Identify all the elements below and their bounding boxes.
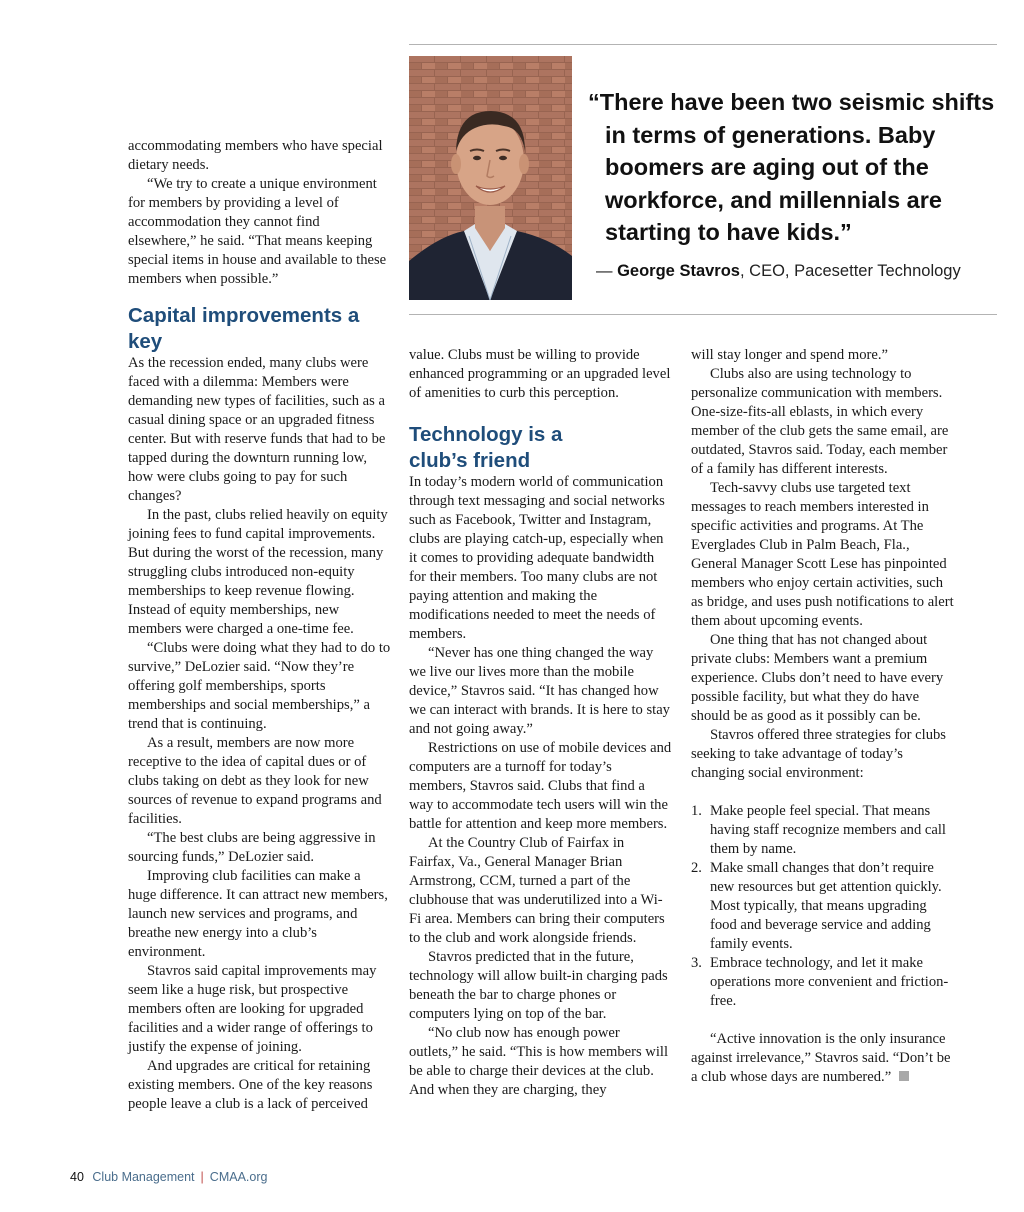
list-number: 3.	[691, 955, 702, 971]
paragraph: Stavros said capital improvements may seem like a huge risk, but prospective members often are looking for upgraded facilities and a wider range of offerings to justify the expense of joining.	[128, 963, 377, 1055]
attribution-name: George Stavros	[617, 262, 740, 280]
pull-quote-attribution	[596, 262, 1006, 281]
paragraph: “No club now has enough power outlets,” he said. “This is how members will be able to charge their devices at the club. And when they are charging, they	[409, 1025, 668, 1098]
paragraph: value. Clubs must be willing to provide enhanced programming or an upgraded level of amenities to curb this perception.	[409, 347, 671, 401]
paragraph: will stay longer and spend more.”	[691, 347, 888, 363]
paragraph: In today’s modern world of communication through text messaging and social networks such as Facebook, Twitter and Instagram, clubs are playing catch-up, especially when it comes to providing adequate bandwidth for their members. Too many clubs are not paying attention and making the modifications needed to meet the needs of members.	[409, 474, 665, 642]
quote-bottom-rule	[409, 314, 997, 315]
pull-quote: “There have been two seismic shifts in terms of generations. Baby boomers are aging out of the workforce, and millennials are starting to have kids.”	[588, 89, 995, 245]
paragraph: Stavros predicted that in the future, technology will allow built-in charging pads beneath the bar to charge phones or computers lying on top of the bar.	[409, 949, 668, 1022]
portrait-photo	[409, 56, 572, 300]
list-item	[691, 802, 955, 859]
top-rule	[409, 44, 997, 45]
closing-text: “Active innovation is the only insurance against irrelevance,” Stavros said. “Don’t be a club whose days are numbered.”	[691, 1031, 951, 1085]
list-item	[691, 954, 955, 1011]
column-3	[691, 346, 955, 1087]
attribution-title: , CEO, Pacesetter Technology	[739, 262, 961, 280]
paragraph: As the recession ended, many clubs were faced with a dilemma: Members were demanding new types of facilities, such as a casual dining space or an upgraded fitness center. But with reserve funds that had to be tapped during the downturn running low, how were clubs going to pay for such changes?	[128, 355, 386, 504]
paragraph: At the Country Club of Fairfax in Fairfax, Va., General Manager Brian Armstrong, CCM, turned a part of the clubhouse that was underutilized into a Wi-Fi area. Members can bring their computers to the club and work alongside friends.	[409, 835, 665, 946]
section-heading-capital: Capital improvements a key	[128, 304, 360, 353]
paragraph: Tech-savvy clubs use targeted text messages to reach members interested in specific activities and programs. At The Everglades Club in Palm Beach, Fla., General Manager Scott Lese has pinpointed members who enjoy certain activities, such as bridge, and uses push notifications to alert them about upcoming events.	[691, 480, 954, 629]
list-number: 2.	[691, 860, 702, 876]
paragraph: “Never has one thing changed the way we live our lives more than the mobile device,” Stavros said. “It has changed how we can interact with brands. It is here to stay and not going away.”	[409, 645, 670, 737]
publication-name: Club Management	[92, 1170, 195, 1184]
list-text: Make people feel special. That means having staff recognize members and call them by name.	[710, 803, 946, 857]
strategies-list	[691, 802, 955, 1011]
list-text: Embrace technology, and let it make operations more convenient and friction-free.	[710, 955, 949, 1009]
footer-site[interactable]: CMAA.org	[209, 1170, 268, 1184]
column-2	[409, 346, 672, 1100]
end-mark-icon	[899, 1071, 909, 1081]
paragraph: In the past, clubs relied heavily on equity joining fees to fund capital improvements. But during the worst of the recession, many struggling clubs introduced non-equity memberships to keep revenue flowing. Instead of equity memberships, new members were charged a one-time fee.	[128, 507, 388, 637]
paragraph: Stavros offered three strategies for clubs seeking to take advantage of today’s changing social environment:	[691, 727, 946, 781]
list-item	[691, 859, 955, 954]
attribution-dash: —	[596, 262, 618, 280]
paragraph: Improving club facilities can make a huge difference. It can attract new members, launch new services and programs, and breathe new energy into a club’s environment.	[128, 868, 388, 960]
closing-paragraph	[691, 1030, 955, 1087]
paragraph: Restrictions on use of mobile devices and computers are a turnoff for today’s members, Stavros said. Clubs that find a way to accommodate tech users will win the battle for attention and keep more members.	[409, 740, 672, 832]
paragraph: Clubs also are using technology to personalize communication with members. One-size-fits-all eblasts, in which every member of the club gets the same email, are outdated, Stavros said. Today, each member of a family has different interests.	[691, 366, 949, 477]
paragraph: “The best clubs are being aggressive in sourcing funds,” DeLozier said.	[128, 830, 376, 865]
paragraph: “Clubs were doing what they had to do to survive,” DeLozier said. “Now they’re offering golf memberships, sports memberships and social memberships,” a trend that is continuing.	[128, 640, 391, 732]
paragraph: One thing that has not changed about private clubs: Members want a premium experience. Clubs don’t need to have every possible facility, but what they do have should be as good as it possibly can be.	[691, 632, 944, 724]
footer-separator: |	[200, 1170, 204, 1184]
section-heading-technology: Technology is a club’s friend	[409, 423, 563, 472]
list-number: 1.	[691, 803, 702, 819]
page-number: 40	[70, 1170, 84, 1184]
paragraph: And upgrades are critical for retaining existing members. One of the key reasons people leave a club is a lack of perceived	[128, 1058, 373, 1112]
portrait-illustration	[409, 56, 572, 300]
page-footer	[70, 1170, 267, 1184]
paragraph: “We try to create a unique environment for members by providing a level of accommodation they cannot find elsewhere,” he said. “That means keeping special items in house and available to these members when possible.”	[128, 176, 387, 287]
paragraph: As a result, members are now more receptive to the idea of capital dues or of clubs taking on debt as they look for new sources of revenue to expand programs and facilities.	[128, 735, 382, 827]
list-text: Make small changes that don’t require new resources but get attention quickly. Most typically, that means upgrading food and beverage service and adding family events.	[710, 860, 942, 952]
column-1	[128, 137, 391, 1114]
paragraph: accommodating members who have special dietary needs.	[128, 138, 383, 173]
